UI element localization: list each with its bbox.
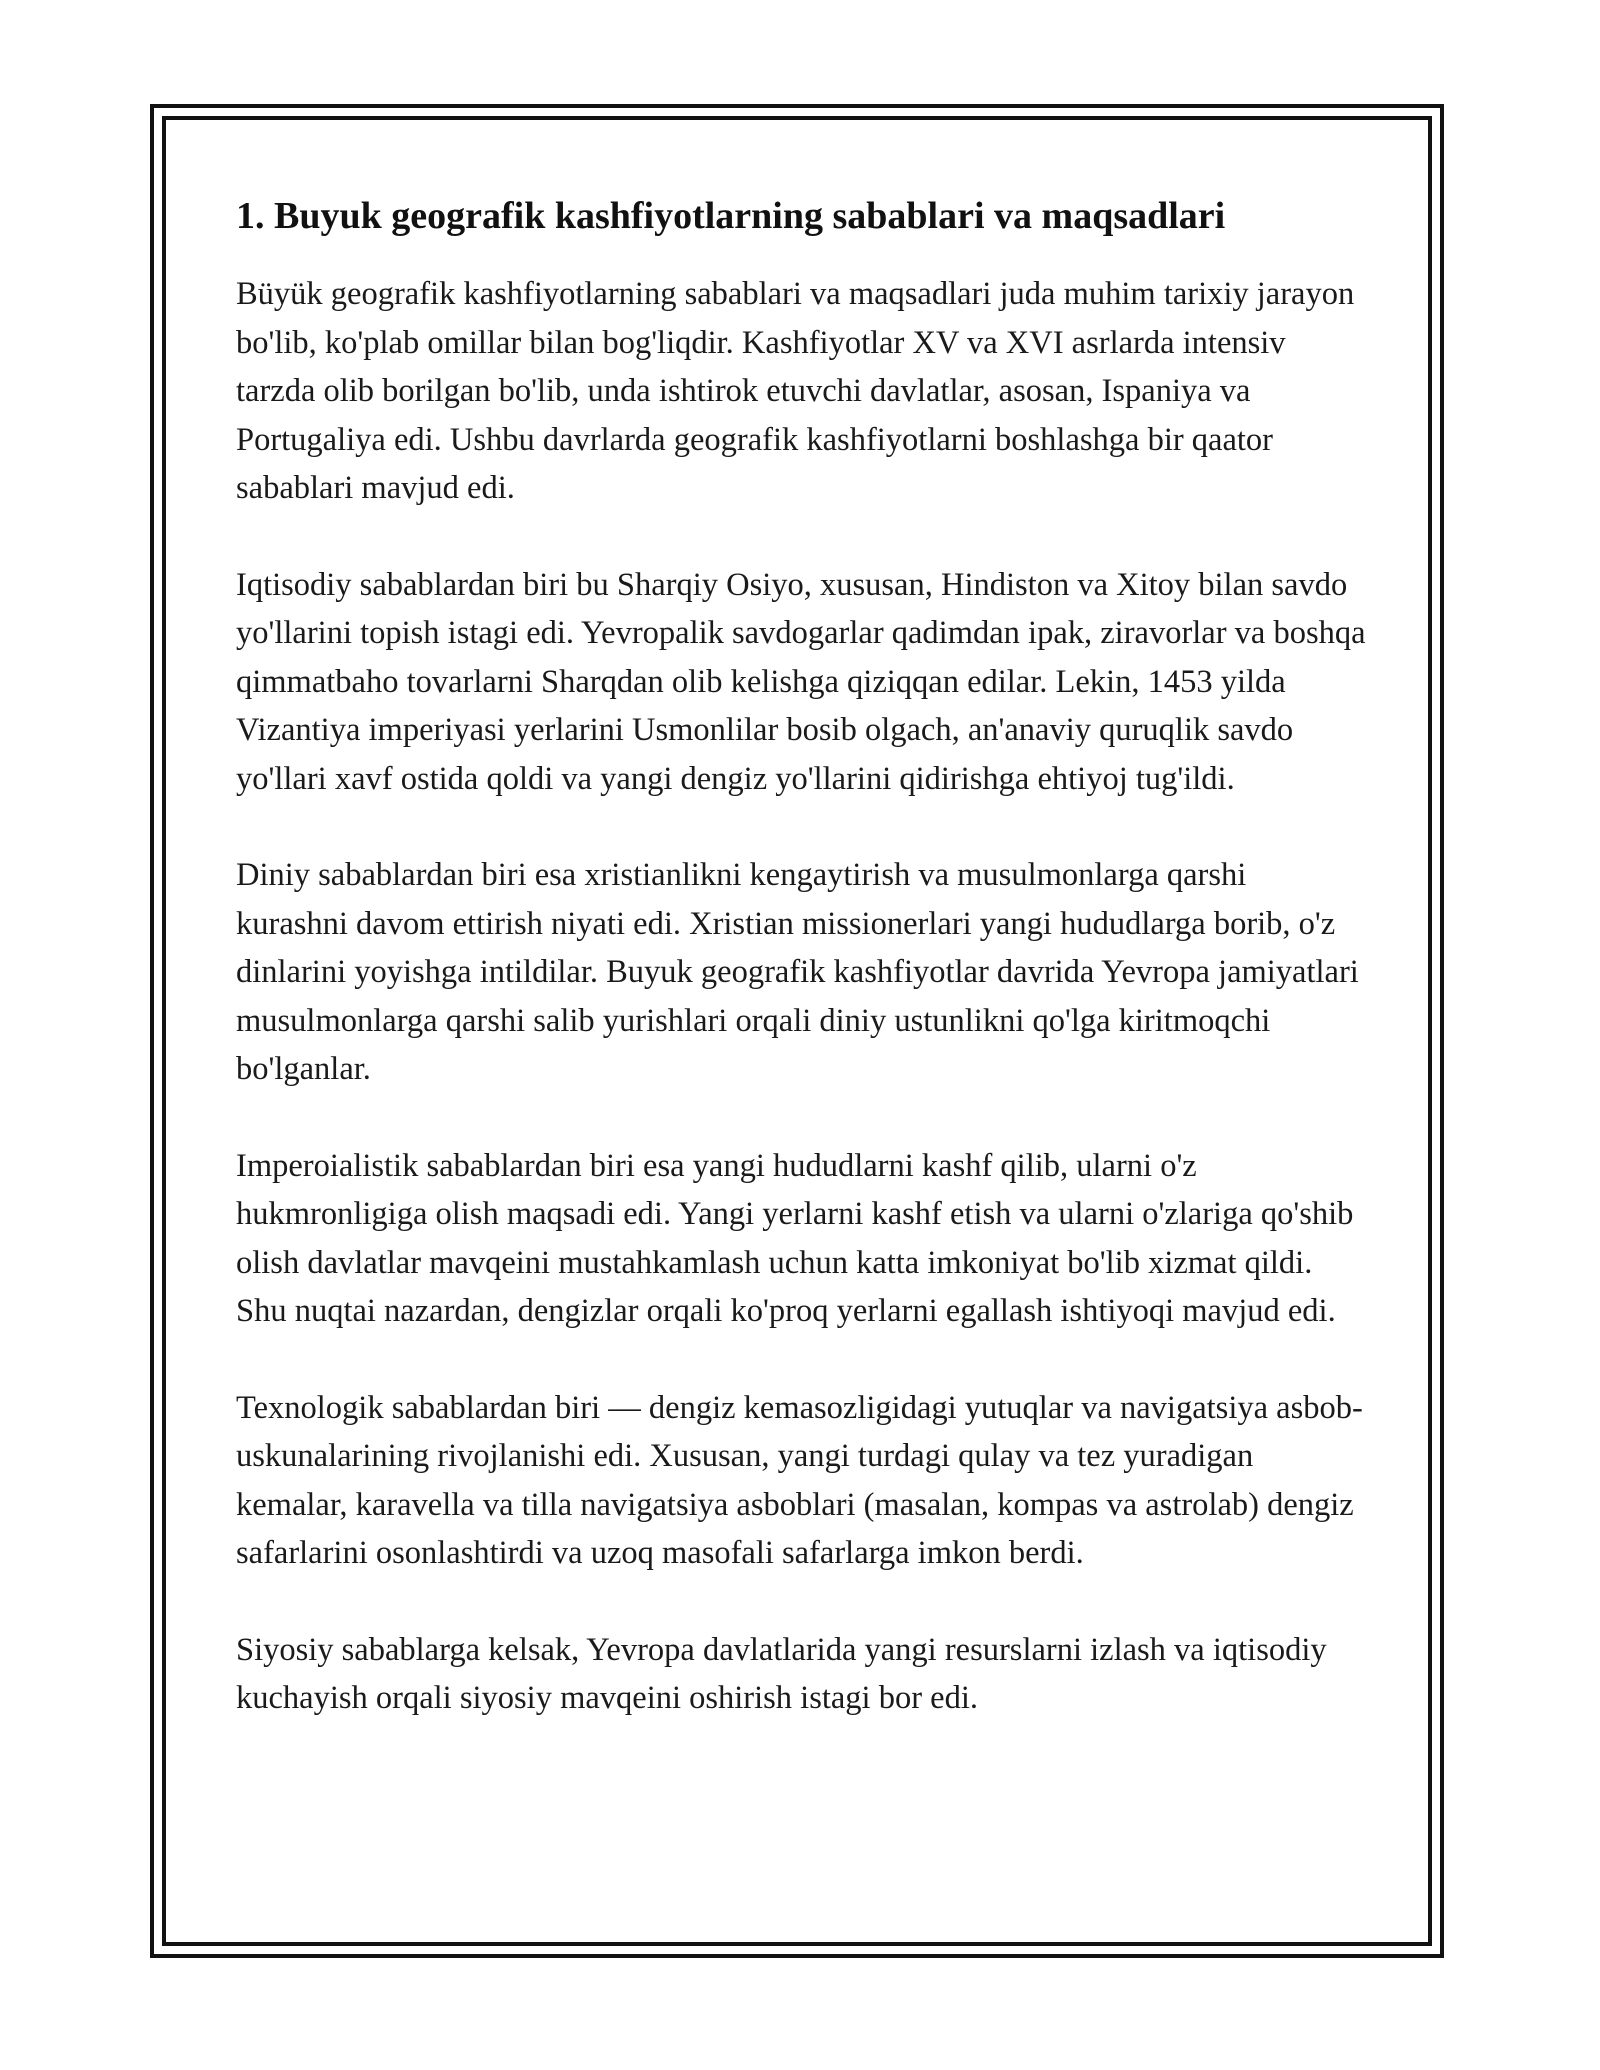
section-heading: 1. Buyuk geografik kashfiyotlarning sabablari va maqsadlari — [236, 195, 1226, 237]
paragraph-imperialist-reasons: Imperoialistik sabablardan biri esa yangi hududlarni kashf qilib, ularni o'z hukmronligiga olish maqsadi edi. Yangi yerlarni kashf etish va ularni o'zlariga qo'shib olish davlatlar mavqeini mustahkamlash uchun katta imkoniyat bo'lib xizmat qildi. Shu nuqtai nazardan, dengizlar orqali ko'proq yerlarni egallash ishtiyoqi mavjud edi. — [236, 1147, 1354, 1329]
page-border-outer — [150, 104, 1444, 1958]
paragraph-religious-reasons: Diniy sabablardan biri esa xristianlikni kengaytirish va musulmonlarga qarshi kurashni davom ettirish niyati edi. Xristian missionerlari yangi hududlarga borib, o'z dinlarini yoyishga intildilar. Buyuk geografik kashfiyotlar davrida Yevropa jamiyatlari musulmonlarga qarshi salib yurishlari orqali diniy ustunlikni qo'lga kiritmoqchi bo'lganlar. — [236, 857, 1359, 1087]
page-border-inner — [162, 116, 1432, 1946]
paragraph-economic-reasons: Iqtisodiy sabablardan biri bu Sharqiy Osiyo, xususan, Hindiston va Xitoy bilan savdo yo'llarini topish istagi edi. Yevropalik savdogarlar qadimdan ipak, ziravorlar va boshqa qimmatbaho tovarlarni Sharqdan olib kelishga qiziqqan edilar. Lekin, 1453 yilda Vizantiya imperiyasi yerlarini Usmonlilar bosib olgach, an'anaviy quruqlik savdo yo'llari xavf ostida qoldi va yangi dengiz yo'llarini qidirishga ehtiyoj tug'ildi. — [236, 566, 1366, 797]
paragraph-intro: Büyük geografik kashfiyotlarning sabablari va maqsadlari juda muhim tarixiy jarayon bo'lib, ko'plab omillar bilan bog'liqdir. Kashfiyotlar XV va XVI asrlarda intensiv tarzda olib borilgan bo'lib, unda ishtirok etuvchi davlatlar, asosan, Ispaniya va Portugaliya edi. Ushbu davrlarda geografik kashfiyotlarni boshlashga bir qaator sabablari mavjud edi. — [236, 276, 1355, 506]
document-body — [236, 192, 1366, 1771]
paragraph-political-reasons: Siyosiy sabablarga kelsak, Yevropa davlatlarida yangi resurslarni izlash va iqtisodiy kuchayish orqali siyosiy mavqeini oshirish istagi bor edi. — [236, 1631, 1327, 1716]
paragraph-technological-reasons: Texnologik sabablardan biri — dengiz kemasozligidagi yutuqlar va navigatsiya asbob-uskunalarining rivojlanishi edi. Xususan, yangi turdagi qulay va tez yuradigan kemalar, karavella va tilla navigatsiya asboblari (masalan, kompas va astrolab) dengiz safarlarini osonlashtirdi va uzoq masofali safarlarga imkon berdi. — [236, 1389, 1363, 1571]
